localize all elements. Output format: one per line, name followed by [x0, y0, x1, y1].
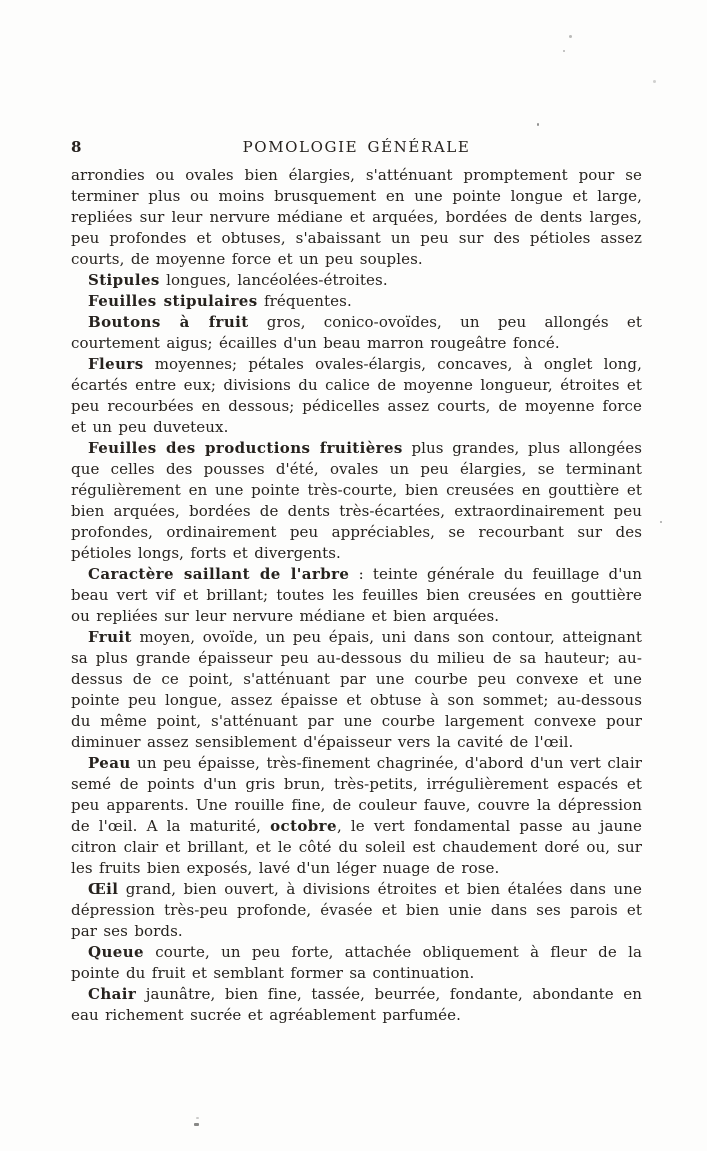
ink-speck	[194, 1123, 199, 1126]
scan-speck	[537, 123, 539, 126]
lead-term: Œil	[88, 880, 119, 898]
page-body	[71, 165, 642, 1026]
paragraph-text: moyennes; pétales ovales-élargis, concaves, à onglet long, écartés entre eux; divisions du calice de moyenne longueur, étroites et peu recourbées en dessous; pédicelles assez courts, de moyenne force et un peu duveteux.	[71, 355, 642, 436]
scan-speck	[569, 35, 572, 38]
paragraph-text: : teinte générale du feuillage d'un beau vert vif et brillant; toutes les feuilles bien creusées en gouttière ou repliées sur leur nervure médiane et bien arquées.	[71, 565, 642, 625]
running-head	[71, 138, 642, 156]
paragraph-queue	[71, 942, 642, 984]
lead-term: Boutons à fruit	[88, 313, 249, 331]
lead-term: Feuilles des productions fruitières	[88, 439, 403, 457]
paragraph-opening	[71, 165, 642, 270]
paragraph-text: , le vert fondamental passe au jaune citron clair et brillant, et le côté du soleil est chaudement doré ou, sur les fruits bien exposés, lavé d'un léger nuage de rose.	[71, 817, 642, 877]
lead-term: Fruit	[88, 628, 132, 646]
ink-speck	[196, 1117, 199, 1119]
paragraph-feuilles-productions	[71, 438, 642, 564]
paragraph-text: longues, lancéolées-étroites.	[166, 271, 388, 289]
paragraph-text: moyen, ovoïde, un peu épais, uni dans son contour, atteignant sa plus grande épaisseur peu au-dessous du milieu de sa hauteur; au-dessus de ce point, s'atténuant par une courbe peu convexe et une pointe peu longue, assez épaisse et obtuse à son sommet; au-dessous du même point, s'atténuant par une courbe largement convexe pour diminuer assez sensiblement d'épaisseur vers la cavité de l'œil.	[71, 628, 642, 751]
lead-term: Chair	[88, 985, 137, 1003]
paragraph-feuilles-stipulaires	[71, 291, 642, 312]
page-number: 8	[71, 138, 83, 156]
running-title: POMOLOGIE GÉNÉRALE	[242, 138, 471, 156]
paragraph-fleurs	[71, 354, 642, 438]
lead-term: Fleurs	[88, 355, 144, 373]
paragraph-text: jaunâtre, bien fine, tassée, beurrée, fondante, abondante en eau richement sucrée et agréablement parfumée.	[71, 985, 642, 1024]
text-column	[71, 138, 642, 1026]
paragraph-caractere-saillant	[71, 564, 642, 627]
lead-term: Queue	[88, 943, 144, 961]
paragraph-text: courte, un peu forte, attachée obliquement à fleur de la pointe du fruit et semblant former sa continuation.	[71, 943, 643, 982]
paragraph-text: grand, bien ouvert, à divisions étroites et bien étalées dans une dépression très-peu profonde, évasée et bien unie dans ses parois et par ses bords.	[71, 880, 642, 940]
paragraph-stipules	[71, 270, 642, 291]
paragraph-text: un peu épaisse, très-finement chagrinée, d'abord d'un vert clair semé de points d'un gris brun, très-petits, irrégulièrement espacés et peu apparents. Une rouille fine, de couleur fauve, couvre la dépression de l'œil. A la maturité,	[71, 754, 642, 835]
lead-term: Caractère saillant de l'arbre	[88, 565, 350, 583]
paragraph-fruit	[71, 627, 642, 753]
paragraph-text: fréquentes.	[263, 292, 352, 310]
scan-speck	[660, 521, 662, 523]
paragraph-oeil	[71, 879, 642, 942]
scan-speck	[653, 80, 656, 83]
paragraph-text: arrondies ou ovales bien élargies, s'atténuant promptement pour se terminer plus ou moins brusquement en une pointe longue et large, repliées sur leur nervure médiane et arquées, bordées de dents larges, peu profondes et obtuses, s'abaissant un peu sur des pétioles assez courts, de moyenne force et un peu souples.	[71, 166, 642, 268]
lead-term: Feuilles stipulaires	[88, 292, 258, 310]
lead-term: Stipules	[88, 271, 160, 289]
scan-speck	[563, 50, 565, 52]
inline-bold-term: octobre	[270, 817, 337, 835]
paragraph-peau	[71, 753, 642, 879]
paragraph-text: gros, conico-ovoïdes, un peu allongés et courtement aigus; écailles d'un beau marron rougeâtre foncé.	[71, 313, 642, 352]
paragraph-chair	[71, 984, 642, 1026]
lead-term: Peau	[88, 754, 131, 772]
paragraph-boutons-a-fruit	[71, 312, 642, 354]
paragraph-text: plus grandes, plus allongées que celles des pousses d'été, ovales un peu élargies, se terminant régulièrement en une pointe très-courte, bien creusées en gouttière et bien arquées, bordées de dents très-écartées, extraordinairement peu profondes, ordinairement peu appréciables, se recourbant sur des pétioles longs, forts et divergents.	[71, 439, 642, 562]
